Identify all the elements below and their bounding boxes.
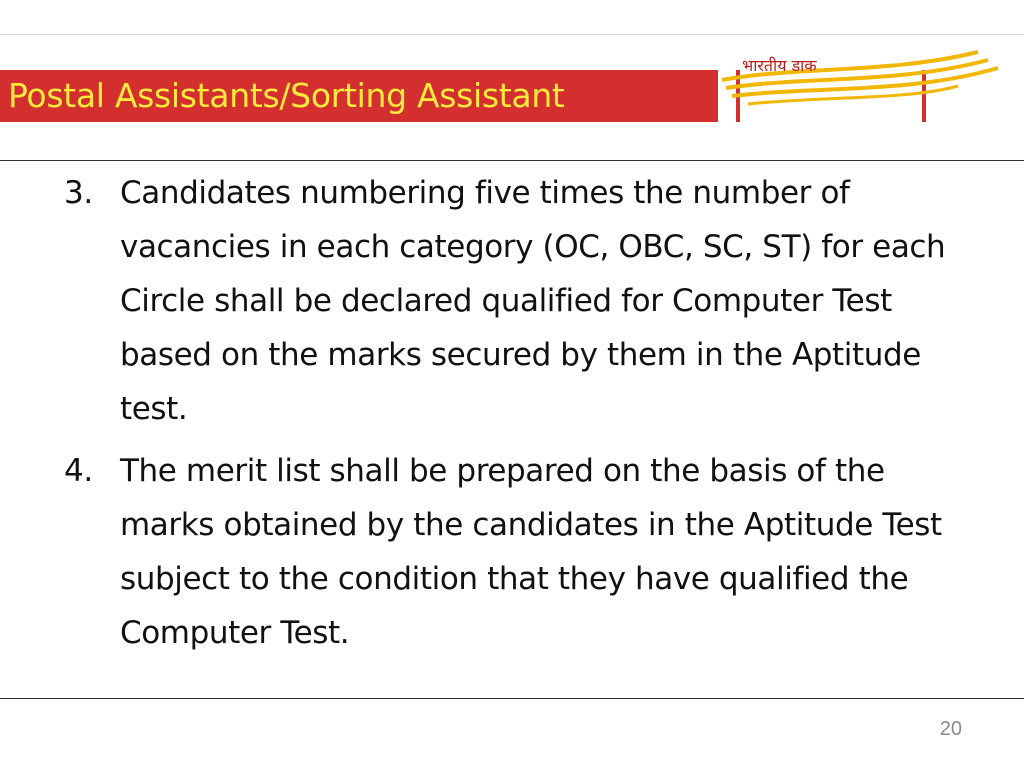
list-item-text: Candidates numbering five times the number of vacancies in each category (OC, OBC, SC, ST) for each Circle shall be declared qualified for Computer Test based on the marks secured by them in the Aptitude test. <box>120 175 946 427</box>
slide-title: Postal Assistants/Sorting Assistant <box>8 76 565 115</box>
list-item-number: 4. <box>64 453 93 489</box>
logo-text: भारतीय डाक <box>742 56 817 75</box>
india-post-logo <box>718 34 1024 122</box>
content-top-divider <box>0 160 1024 161</box>
list-item <box>64 444 964 660</box>
content-list <box>64 166 964 660</box>
india-post-logo-icon <box>718 34 1024 122</box>
page-number: 20 <box>939 718 962 740</box>
list-item-number: 3. <box>64 175 93 211</box>
list-item-text: The merit list shall be prepared on the basis of the marks obtained by the candidates in the Aptitude Test subject to the condition that they have qualified the Computer Test. <box>120 453 942 651</box>
content-bottom-divider <box>0 698 1024 699</box>
list-item <box>64 166 964 436</box>
